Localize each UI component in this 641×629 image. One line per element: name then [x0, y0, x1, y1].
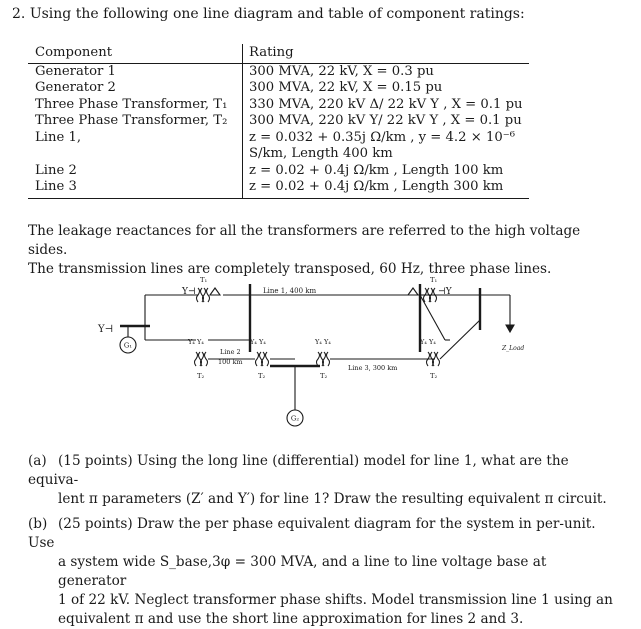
question-text: Using the following one line diagram and table of component ratings:	[29, 6, 525, 22]
line-2-label: Line 2	[220, 348, 241, 356]
component-cell: Line 1,	[35, 129, 82, 145]
t1-delta-icon	[210, 288, 220, 295]
transformer-t1-left	[181, 276, 220, 302]
rating-cell	[243, 130, 529, 163]
part-b-label: (b)	[28, 516, 48, 532]
load-label: Z_Load	[502, 345, 525, 352]
part-b	[28, 515, 613, 629]
g1-label: G₁	[123, 341, 133, 350]
part-b-line-2: a system wide S_base,3φ = 300 MVA, and a line to line voltage base at generator	[58, 554, 547, 589]
g1-wye-grounded-icon: Y⊣	[98, 324, 114, 335]
t2-center-left-label: T₂	[258, 372, 266, 380]
part-b-line-3: 1 of 22 kV. Neglect transformer phase shifts. Model transmission line 1 using an	[58, 592, 613, 608]
generator-1-symbol	[97, 324, 136, 353]
component-cell: Line 2	[35, 162, 77, 178]
table-row	[28, 130, 529, 163]
part-b-line-1	[28, 515, 613, 553]
component-cell: Generator 1	[35, 63, 116, 79]
rating-cell: z = 0.02 + 0.4j Ω/km , Length 300 km	[243, 179, 529, 198]
t1-wye-icon: Y⊣	[182, 287, 196, 297]
part-a	[28, 452, 613, 509]
t2-center-right-label: T₂	[320, 372, 328, 380]
t2-right-label: T₂	[430, 372, 438, 380]
t1-right-wye-icon: ⊣Y	[438, 287, 452, 297]
table-header-row	[28, 44, 529, 63]
generator-2-symbol	[287, 410, 303, 426]
rating-cell: 300 MVA, 220 kV Y/ 22 kV Y , X = 0.1 pu	[243, 113, 529, 130]
rating-line: z = 0.032 + 0.35j Ω/km , y = 4.2 × 10⁻⁶	[249, 129, 515, 145]
part-b-text: (25 points) Draw the per phase equivalent diagram for the system in per-unit. Use	[28, 516, 596, 551]
line-1-label: Line 1, 400 km	[263, 287, 317, 295]
rating-cell: 330 MVA, 220 kV Δ/ 22 kV Y , X = 0.1 pu	[243, 97, 529, 114]
rating-line-cont: S/km, Length 400 km	[249, 146, 393, 161]
table-row	[28, 97, 529, 114]
rating-cell: z = 0.02 + 0.4j Ω/km , Length 100 km	[243, 163, 529, 180]
t2-center-right-yy: Y₄ Y₄	[315, 338, 331, 346]
description-line: The transmission lines are completely transposed, 60 Hz, three phase lines.	[28, 261, 552, 277]
t2-center-left-yy: Y₄ Y₄	[250, 338, 266, 346]
question-number: 2.	[12, 6, 26, 22]
question-title	[12, 6, 525, 22]
part-a-line-1	[28, 452, 613, 490]
t1-right-label: T₁	[430, 276, 438, 284]
table-row	[28, 113, 529, 130]
line-3-label: Line 3, 300 km	[348, 364, 398, 372]
transformer-t2-center-right	[314, 338, 331, 380]
ratings-table	[28, 44, 529, 199]
t2-left-yy: Y₄ Y₄	[188, 338, 204, 346]
component-cell: Three Phase Transformer, T₁	[35, 96, 228, 112]
rating-cell: 300 MVA, 22 kV, X = 0.3 pu	[243, 63, 529, 80]
table-row	[28, 179, 529, 198]
table-row	[28, 80, 529, 97]
t1-right-delta-icon	[408, 288, 418, 295]
part-a-line-2: lent π parameters (Z′ and Y′) for line 1? Draw the resulting equivalent π circuit.	[58, 491, 607, 507]
t2-right-yy: Y₄ Y₄	[420, 338, 436, 346]
header-component: Component	[28, 44, 243, 63]
component-cell: Three Phase Transformer, T₂	[35, 113, 228, 128]
wire	[420, 295, 445, 340]
t2-left-label: T₂	[197, 372, 205, 380]
part-a-text: (15 points) Using the long line (differential) model for line 1, what are the equiva-	[28, 453, 569, 488]
transformer-t2-left	[187, 338, 208, 380]
part-a-label: (a)	[28, 453, 47, 469]
component-cell: Line 3	[28, 179, 243, 198]
t1-left-label: T₁	[200, 276, 208, 284]
transformer-t1-right	[408, 276, 453, 302]
table-row	[28, 63, 529, 80]
header-rating: Rating	[243, 44, 529, 63]
g2-label: G₂	[290, 414, 300, 423]
rating-cell: 300 MVA, 22 kV, X = 0.15 pu	[243, 80, 529, 97]
part-b-line-4: equivalent π and use the short line approximation for lines 2 and 3.	[58, 611, 524, 627]
one-line-diagram	[90, 270, 540, 435]
description-line: The leakage reactances for all the transformers are referred to the high voltage sides.	[28, 223, 581, 258]
table-row	[28, 163, 529, 180]
component-cell: Generator 2	[35, 80, 116, 95]
load-arrow-icon	[506, 325, 514, 332]
line-2-length: 100 km	[218, 358, 243, 366]
